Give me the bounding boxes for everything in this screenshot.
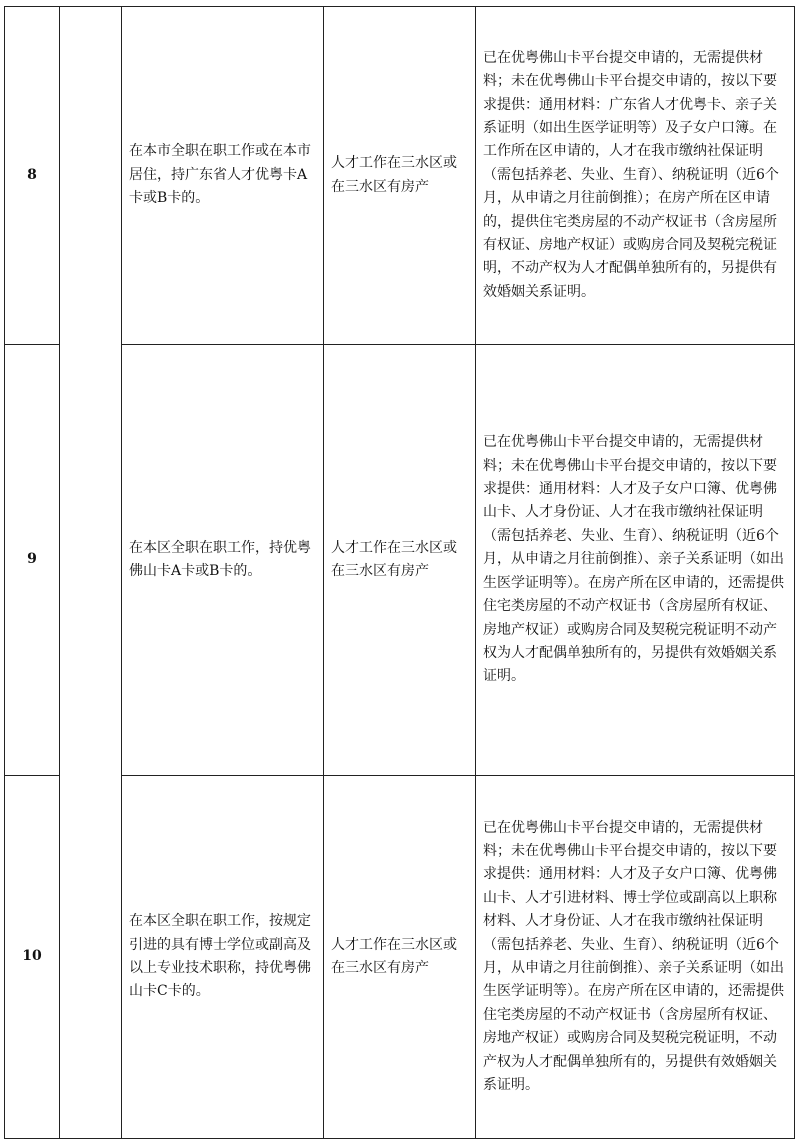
required-materials: 已在优粤佛山卡平台提交申请的，无需提供材料；未在优粤佛山卡平台提交申请的，按以下要求提供：通用材料：广东省人才优粤卡、亲子关系证明（如出生医学证明等）及子女户口簿。在工作所在区申请的，人才在我市缴纳社保证明（需包括养老、失业、生育）、纳税证明（近6个月，从申请之月往前倒推）；在房产所在区申请的，提供住宅类房屋的不动产权证书（含房屋所有权证、房地产权证）或购房合同及契税完税证明，不动产权为人才配偶单独所有的，另提供有效婚姻关系证明。 (476, 7, 795, 345)
table-row (5, 776, 795, 1139)
policy-table (4, 6, 795, 1139)
applicable-scope: 人才工作在三水区或在三水区有房产 (324, 345, 476, 776)
eligibility-condition: 在本市全职在职工作或在本市居住，持广东省人才优粤卡A卡或B卡的。 (122, 7, 324, 345)
required-materials: 已在优粤佛山卡平台提交申请的，无需提供材料；未在优粤佛山卡平台提交申请的，按以下要求提供：通用材料：人才及子女户口簿、优粤佛山卡、人才引进材料、博士学位或副高以上职称材料、人才身份证、人才在我市缴纳社保证明（需包括养老、失业、生育）、纳税证明（近6个月，从申请之月往前倒推）、亲子关系证明（如出生医学证明等）。在房产所在区申请的，还需提供住宅类房屋的不动产权证书（含房屋所有权证、房地产权证）或购房合同及契税完税证明，不动产权为人才配偶单独所有的，另提供有效婚姻关系证明。 (476, 776, 795, 1139)
row-number: 9 (5, 345, 60, 776)
eligibility-condition: 在本区全职在职工作，按规定引进的具有博士学位或副高及以上专业技术职称，持优粤佛山卡C卡的。 (122, 776, 324, 1139)
table-row (5, 345, 795, 776)
row-number: 8 (5, 7, 60, 345)
eligibility-condition: 在本区全职在职工作，持优粤佛山卡A卡或B卡的。 (122, 345, 324, 776)
table-row (5, 7, 795, 345)
merged-category-cell (60, 7, 122, 1139)
applicable-scope: 人才工作在三水区或在三水区有房产 (324, 776, 476, 1139)
applicable-scope: 人才工作在三水区或在三水区有房产 (324, 7, 476, 345)
row-number: 10 (5, 776, 60, 1139)
required-materials: 已在优粤佛山卡平台提交申请的，无需提供材料；未在优粤佛山卡平台提交申请的，按以下要求提供：通用材料：人才及子女户口簿、优粤佛山卡、人才身份证、人才在我市缴纳社保证明（需包括养老、失业、生育）、纳税证明（近6个月，从申请之月往前倒推）、亲子关系证明（如出生医学证明等）。在房产所在区申请的，还需提供住宅类房屋的不动产权证书（含房屋所有权证、房地产权证）或购房合同及契税完税证明不动产权为人才配偶单独所有的，另提供有效婚姻关系证明。 (476, 345, 795, 776)
